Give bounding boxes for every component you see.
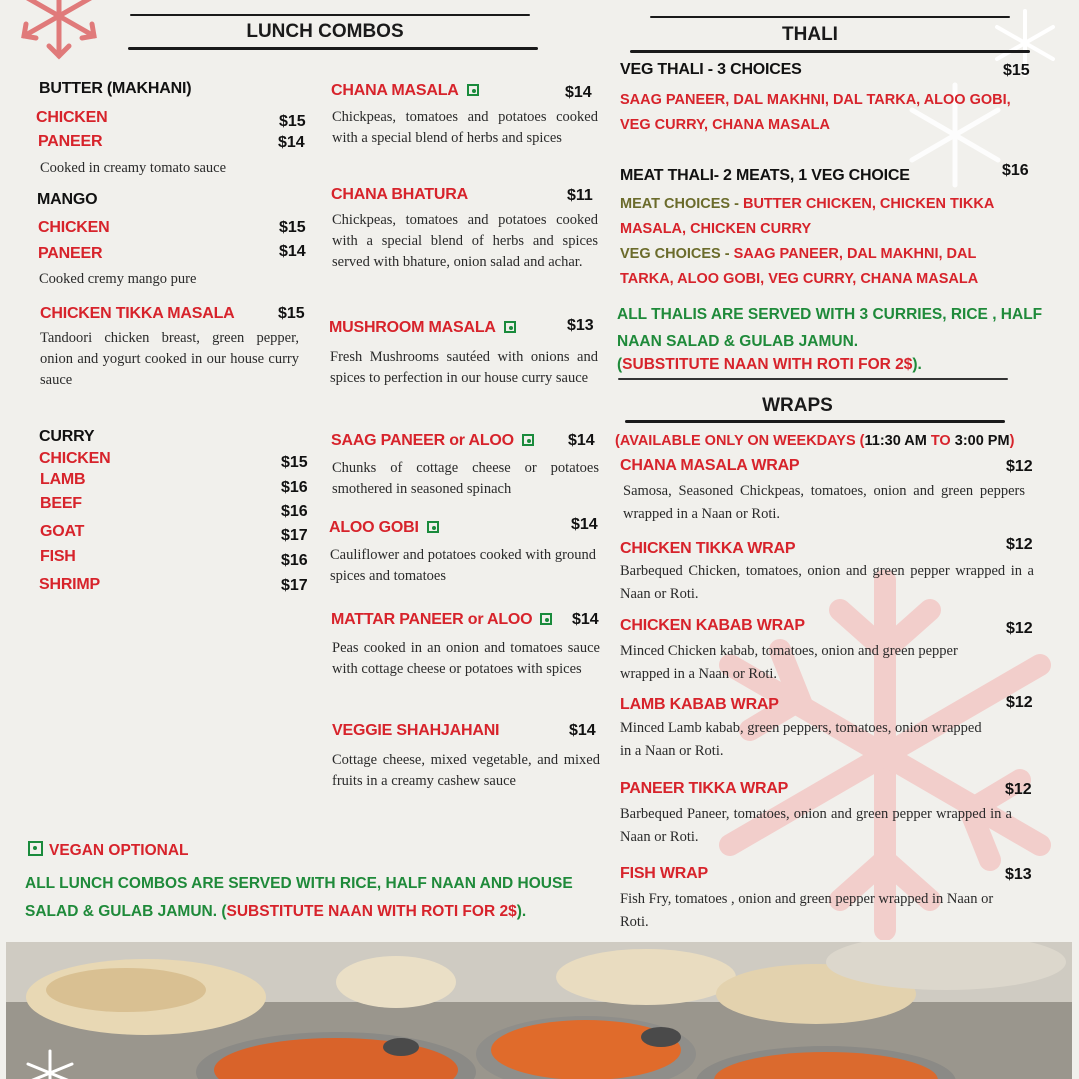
menu-item-price: $14 [568,432,595,449]
menu-item-desc: Tandoori chicken breast, green pepper, onion and yogurt cooked in our house curry sauce [40,330,299,388]
menu-item-name: LAMB [40,471,86,488]
veg-choices: VEG CHOICES - SAAG PANEER, DAL MAKHNI, DAL TARKA, ALOO GOBI, VEG CURRY, CHANA MASALA [620,246,979,287]
curry-header: CURRY [39,428,95,445]
menu-item-price: $16 [281,503,308,520]
menu-item-name: CHANA BHATURA [331,186,468,203]
meat-thali-name: MEAT THALI- 2 MEATS, 1 VEG CHOICE [620,167,910,184]
vegan-marker-icon [504,321,516,333]
menu-item-desc: Samosa, Seasoned Chickpeas, tomatoes, onion and green peppers wrapped in a Naan or Roti. [623,483,1025,522]
menu-item-price: $11 [567,187,593,204]
menu-item-name: CHICKEN TIKKA WRAP [620,540,796,557]
menu-item-desc: Fresh Mushrooms sautéed with onions and spices to perfection in our house curry sauce [330,349,598,386]
menu-item-price: $12 [1006,620,1033,637]
menu-item-name: GOAT [40,523,85,540]
menu-item-price: $15 [279,113,306,130]
veg-thali-name: VEG THALI - 3 CHOICES [620,61,802,78]
meat-choices: MEAT CHOICES - BUTTER CHICKEN, CHICKEN TIKKA MASALA, CHICKEN CURRY [620,196,994,237]
menu-item-desc: Barbequed Paneer, tomatoes, onion and green pepper wrapped in a Naan or Roti. [620,806,1012,845]
menu-item-name: CHANA MASALA [331,82,479,100]
vegan-note: VEGAN OPTIONAL [28,841,189,860]
menu-item-desc: Peas cooked in an onion and tomatoes sauce with cottage cheese or potatoes with spices [332,640,600,677]
vegan-marker-icon [28,841,43,856]
header-rule [650,16,1010,18]
header-rule [618,378,1008,380]
menu-item-price: $14 [565,84,592,101]
menu-item-price: $15 [279,219,306,236]
menu-item-name: CHICKEN TIKKA MASALA [40,305,235,322]
menu-item-price: $17 [281,527,308,544]
mango-header: MANGO [37,191,98,208]
menu-item-name: MATTAR PANEER or ALOO [331,611,552,629]
menu-item-name: PANEER TIKKA WRAP [620,780,789,797]
menu-item-name: MUSHROOM MASALA [329,319,516,337]
menu-item-price: $12 [1006,694,1033,711]
veg-thali-choices: SAAG PANEER, DAL MAKHNI, DAL TARKA, ALOO GOBI, VEG CURRY, CHANA MASALA [620,92,1011,133]
menu-item-price: $15 [278,305,305,322]
vegan-marker-icon [522,434,534,446]
menu-item-name: CHICKEN KABAB WRAP [620,617,805,634]
menu-item-price: $13 [1005,866,1032,883]
menu-item-desc: Minced Lamb kabab, green peppers, tomatoes, onion wrapped in a Naan or Roti. [620,720,982,759]
menu-item-name: PANEER [38,133,103,150]
menu-item-desc: Chunks of cottage cheese or potatoes smothered in seasoned spinach [332,460,599,497]
menu-item-desc: Fish Fry, tomatoes , onion and green pepper wrapped in Naan or Roti. [620,891,994,930]
thali-title: THALI [782,24,838,45]
header-rule [130,14,530,16]
menu-item-desc: Barbequed Chicken, tomatoes, onion and green pepper wrapped in a Naan or Roti. [620,563,1034,602]
header-rule [128,47,538,50]
menu-item-desc: Cauliflower and potatoes cooked with ground spices and tomatoes [330,547,596,584]
vegan-marker-icon [427,521,439,533]
menu-item-name: SAAG PANEER or ALOO [331,432,534,450]
header-rule [630,50,1030,53]
menu-item-name: SHRIMP [39,576,101,593]
vegan-marker-icon [467,84,479,96]
menu-item-name: PANEER [38,245,103,262]
butter-header: BUTTER (MAKHANI) [39,80,192,97]
food-photo-illustration [6,942,1072,1079]
served-note: ALL LUNCH COMBOS ARE SERVED WITH RICE, HALF NAAN AND HOUSE SALAD & GULAB JAMUN. (SUBSTITUTE NAAN WITH ROTI FOR 2$). [25,875,573,920]
menu-item-name: CHANA MASALA WRAP [620,457,800,474]
menu-item-desc: Cooked cremy mango pure [39,271,197,287]
meat-thali-price: $16 [1002,162,1029,179]
menu-item-price: $14 [572,611,599,628]
snowflake-icon [20,1046,80,1079]
menu-item-name: VEGGIE SHAHJAHANI [332,722,500,739]
lunch-title: LUNCH COMBOS [246,21,404,42]
menu-item-price: $12 [1006,458,1033,475]
menu-item-desc: Minced Chicken kabab, tomatoes, onion and green pepper wrapped in a Naan or Roti. [620,643,958,682]
menu-item-desc: Chickpeas, tomatoes and potatoes cooked with a special blend of herbs and spices [332,109,598,146]
thali-sub-note: (SUBSTITUTE NAAN WITH ROTI FOR 2$). [617,356,922,373]
menu-item-name: ALOO GOBI [329,519,439,537]
menu-item-price: $12 [1006,536,1033,553]
menu-item-name: CHICKEN [36,109,108,126]
thali-served-note: ALL THALIS ARE SERVED WITH 3 CURRIES, RICE , HALF NAAN SALAD & GULAB JAMUN. [617,306,1043,350]
vegan-marker-icon [540,613,552,625]
menu-item-name: LAMB KABAB WRAP [620,696,779,713]
menu-item-price: $16 [281,552,308,569]
snowflake-icon [4,0,114,66]
menu-item-name: FISH [40,548,76,565]
menu-item-desc: Chickpeas, tomatoes and potatoes cooked with a special blend of herbs and spices served with bhature, onion salad and achar. [332,212,598,270]
menu-item-name: FISH WRAP [620,865,708,882]
menu-item-price: $13 [567,317,594,334]
menu-item-price: $14 [569,722,596,739]
menu-item-price: $17 [281,577,308,594]
menu-item-name: CHICKEN [39,450,111,467]
wraps-availability: (AVAILABLE ONLY ON WEEKDAYS (11:30 AM TO 3:00 PM) [615,433,1015,449]
menu-item-price: $12 [1005,781,1032,798]
menu-item-price: $14 [571,516,598,533]
menu-item-desc: Cooked in creamy tomato sauce [40,160,227,176]
menu-item-price: $16 [281,479,308,496]
menu-item-name: BEEF [40,495,82,512]
food-photo [6,942,1072,1079]
header-rule [625,420,1005,423]
veg-thali-price: $15 [1003,62,1030,79]
wraps-title: WRAPS [762,395,833,416]
menu-item-desc: Cottage cheese, mixed vegetable, and mixed fruits in a creamy cashew sauce [332,752,600,789]
menu-item-price: $14 [278,134,305,151]
menu-item-name: CHICKEN [38,219,110,236]
menu-item-price: $15 [281,454,308,471]
menu-item-price: $14 [279,243,306,260]
